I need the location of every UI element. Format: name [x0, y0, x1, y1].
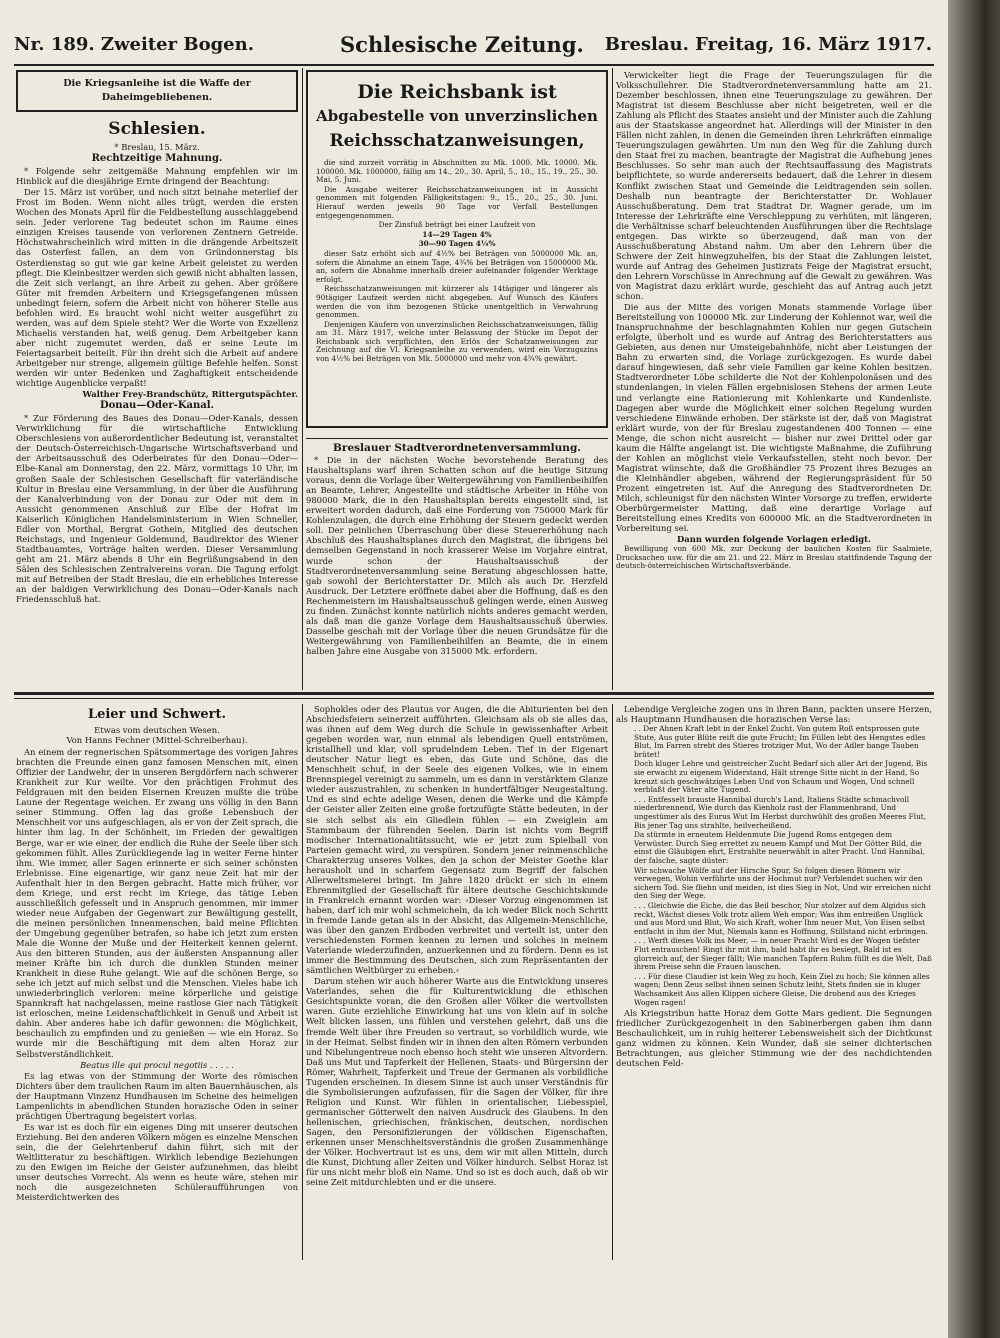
article-paragraph: Bewilligung von 600 Mk. zur Deckung der baulichen Kosten für Saalmiete, Drucksachen usw. für die am 21. und 22. März in Breslau stattfindende Tagung der deutsch-österreichischen Wirtschaftsverbände. [616, 544, 932, 571]
newspaper-title: Schlesische Zeitung. [340, 32, 584, 57]
article-paragraph: * Folgende sehr zeitgemäße Mahnung empfehlen wir im Hinblick auf die diesjährige Ernte dringend der Beachtung: [16, 166, 298, 187]
ad-paragraph: dieser Satz erhöht sich auf 4½% bei Beträgen von 5000000 Mk. an, sofern die Abnahme an einem Tage, 4¾% bei Beträgen von 15000000 Mk. an, sofern die Abnahme innerhalb dreier aufeinander folgender Werktage erfolgt. [316, 248, 598, 284]
middle-column [306, 70, 608, 688]
war-loan-banner: Die Kriegsanleihe ist die Waffe der Daheimgebliebenen. [16, 70, 298, 112]
dateline: * Breslau, 15. März. [114, 142, 200, 152]
left-column [16, 70, 298, 688]
feuilleton-subtitle: Etwas vom deutschen Wesen. [94, 725, 220, 735]
article-paragraph: Die aus der Mitte des vorigen Monats stammende Vorlage über Bereitstellung von 100000 Mk. zur Linderung der Kohlennot war, weil die Inanspruchnahme der beschlagnahmten Kohlen nur gegen Gutschein erfolgte, überholt und es wurde auf Antrag des Berichterstatters aus Gebieten, aus denen nur Umsteigebahnhöfe, nicht aber Leistungen der Bahn zu erwarten sind, die Vorlage zurückgezogen. Es wurde dabei darauf hingewiesen, daß sehr viele Familien gar keine Kohlen besitzen. Stadtverordneter Löbe schilderte die Not der Kohlenpolonäsen und des stundenlangen, in vielen Fällen ergebnislosen Stehens der armen Leute und verlangte eine Rationierung mit Kohlenkarte und Kundenliste. Dagegen aber wurde die Möglichkeit einer solchen Regelung wurden verschiedene Einwände erhoben. Der stärkste ist der, daß von Magistrat erklärt wurde, von der für Breslau zugestandenen 400 Tonnen — eine Menge, die schon nicht ausreicht — bisher nur zwei Drittel oder gar kaum die Hälfte angelangt ist. Die wichtigste Maßnahme, die Zuführung der Kohlen an möglichst viele Verkaufsstellen, steht noch bevor. Der Magistrat wünschte, daß die Großhändler 75 Prozent ihres Bezuges an die Kleinhändler abgeben, während der Regierungspräsident für 50 Prozent eingetreten ist. Auf die Anregung des Stadtverordneten Dr. Milch, schleunigst für den nächsten Winter Vorsorge zu treffen, erwiderte Oberbürgermeister Matting, daß eine derartige Vorlage auf Bereitstellung eines Kredits von 600000 Mk. an die Stadtverordneten in Vorbereitung sei. [616, 302, 932, 534]
poem-stanza: Doch kluger Lehre und geistreicher Zucht Bedarf sich aller Art der Jugend, Bis sie erwacht zu eigenem Widerstand, Hält strenge Sitte nicht in der Hand, So kreuzt sich geschwätziges Leben Und von Schaum und Wogen, Und schnell verblaßt der Väter alte Tugend. [634, 759, 928, 795]
column-divider [612, 704, 613, 1260]
column-divider [302, 68, 303, 690]
poem-stanza: . . . Gleichwie die Eiche, die das Beil beschor, Nur stolzer auf dem Algidus sich reckt, Wächst dieses Volk trotz allem Weh empor; Was ihm entreißen Unglück und aus Mord und Blut, Wo sich Kraft, woher Ihm neuer Mut, Von Eisen selbst entfacht in ihm der Mut, Niemals kann es Hoffnung, Stillstand nicht erbringen. [634, 900, 928, 936]
masthead-rule [14, 64, 934, 66]
article-signature: Walther Frey-Brandschütz, Rittergutspächter. [82, 389, 298, 400]
feuilleton-rule [14, 692, 934, 695]
article-headline: Breslauer Stadtverordnetenversammlung. [306, 438, 608, 453]
poem-stanza: Da stürmte in erneutem Heldenmute Die Jugend Roms entgegen dem Verwüster. Durch Sieg errettet zu neuem Kampf und Mut Der Götter Bild, die einst die Gläubigen ehrt, Erstrahlte neuerwählt in alter Pracht. Und Hannibal, der falsche, sagte düster: [634, 830, 925, 865]
feuilleton-title: Leier und Schwert. [87, 707, 227, 722]
ad-rate: 14—29 Tagen 4% [422, 229, 492, 239]
article-paragraph: Verwickelter liegt die Frage der Teuerungszulagen für die Volksschullehrer. Die Stadtverordnetenversammlung hatte am 21. Dezember beschlossen, ihnen eine Teuerungszulage zu gewähren. Der Magistrat ist diesem Beschlusse aber nicht beigetreten, weil er die Zahlung als Pflicht des Staates ansieht und der Minister auch die Zahlung aus der Staatskasse angeordnet hat. Allerdings will der Minister in den Fällen nicht zahlen, in denen die Gemeinden ihren Lehrkräften einmalige Teuerungszulagen gewährten. Um nun den Weg für die Zahlung durch den Staat frei zu machen, beantragte der Magistrat die Aufhebung jenes Beschlusses. So sehr man auch der Rechtsauffassung des Magistrats beipflichtete, so wurde andererseits bedauert, daß die Lehrer in diesem Konflikt zwischen Staat und Gemeinde die Leidtragenden sein sollen. Deshalb nun beantragte der Berichterstatter Dr. Wohlauer Ausschußberatung. Dem trat Stadtrat Dr. Wagner gerade, um im Interesse der Lehrkräfte eine Verschleppung zu verhüten, mit längeren, die Verhältnisse scharf beleuchtenden Ausführungen über die Rechtslage entgegen. Das wirkte so überzeugend, daß man von der Ausschußberatung Abstand nahm. Um aber den Lehrern über die Schwere der Zeit hinwegzuhelfen, bis der Staat die Zahlungen leistet, wurde auf Antrag des Geheimen Justizrats Feige der Magistrat ersucht, den Lehrern Vorschüsse in Anrechnung auf die Gewalt zu gewähren. Was von Magistrat dazu erklärt wurde, geschieht das auf Antrag auch jetzt schon. [616, 70, 932, 302]
ad-paragraph: Der Zinsfuß beträgt bei einer Laufzeit von [378, 220, 536, 230]
ad-headline: Die Reichsbank ist [357, 81, 557, 103]
article-headline: Donau—Oder-Kanal. [99, 400, 215, 412]
poem-stanza: . . . Entfesselt brauste Hannibal durch's Land, Italiens Städte schmachvoll niederbrennend, Wie durch das Kienholz rast der Flammenbrand, Und ungestümer als des Eurus Wut Im Herbst durchwühlt des großen Meeres Flut, Bis jener Tag uns strahlte, heilverheißend. [634, 794, 927, 830]
feuilleton-column-1 [16, 704, 298, 1260]
feuilleton-paragraph: Es lag etwas von der Stimmung der Worte des römischen Dichters über dem traulichen Raum im alten Bauernhäuschen, als der Hauptmann Vinzenz Hundhausen im Scheine des heimeligen Lampenlichts in abendlichen Stunden horazische Oden in seiner prächtigen Übertragung begeistert vorlas. [16, 1070, 298, 1121]
feuilleton-paragraph: An einem der regnerischen Spätsommertage des vorigen Jahres brachten die Freunde einen ganz famosen Menschen mit, einen Offizier der Landwehr, der in unseren Bergdörfern nach schwerer Krankheit zur Kur weilte. Vor den prächtigen Frohmut des Feldgrauen mit den beiden Eisernen Kreuzen mußte die trübe Laune der Regentage weichen. Er zwang uns völlig in den Bann seiner Stimmung. Offen lag das große Lebensbuch der Menschheit vor uns aufgeschlagen, als er von der Zeit sprach, die hinter ihm lag. In der Schönheit, im Frieden der gewaltigen Berge, war er wie einer, der endlich die Ruhe der Seele über sich gekommen fühlt. Alles Zurückliegende lag in weiter Ferne hinter ihm. Wie immer, aller Sagen erinnerte er sich seiner schönsten Erlebnisse. Eine eigenartige, wir ganz neue Zeit hat mir der Aufenthalt hier in den Bergen gebracht. Hatte mich früher, vor dem Kriege, und erst recht im Kriege, das tätige Leben ausschließlich gefesselt und in Anspruch genommen, mir immer wieder neue Aufgaben der Gegenwart zur Bewältigung gestellt, die meinen persönlichen Innenmenschen, bald meine Pflichten der Umgebung gegenüber betrafen, so habe ich jetzt zum ersten Male die Wonne der Muße und der Heiterkeit kennen gelernt. Aus den bitteren Stunden, aus der äußersten Anspannung aller meiner Kräfte bin ich durch die dunklen Stunden meiner Krankheit in diese Ruhe gelangt. Wie auf die schönen Berge, so sehe ich jetzt auf mich selbst und die Menschen. Vieles habe ich unwiederbringlich verloren: meine körperliche und geistige Spannkraft hat nachgelassen, meine rastlose Gier nach Tätigkeit ist erloschen, meine Leidenschaftlichkeit in Genuß und Arbeit ist dahin. Aber anderes habe ich dafür gewonnen: die Möglichkeit, beschaulich zu empfinden und zu genießen — wie ein Horaz. So wurde mir die Beschäftigung mit dem alten Horaz zur Selbstverständlichkeit. [16, 747, 298, 1059]
latin-quote: Beatus ille qui procul negotiis . . . . . [80, 1059, 234, 1070]
column-divider [612, 68, 613, 690]
horace-poem [616, 725, 932, 1007]
issue-number: Nr. 189. Zweiter Bogen. [14, 34, 254, 55]
place-date: Breslau. Freitag, 16. März 1917. [604, 34, 932, 55]
masthead [14, 34, 932, 62]
article-headline: Rechtzeitige Mahnung. [91, 153, 223, 165]
poem-stanza: . . Der Ahnen Kraft lebt in der Enkel Zucht. Von gutem Roß entsprossen gute Stute, Aus guter Blüte reift die gute Frucht; Im Füllen lebt des Hengstes edles Blut, Im Farren strebt des Stieres trotziger Mut, Wo der Adler bange Tauben brütet! [634, 724, 926, 759]
ad-paragraph: die sind zurzeit vorrätig in Abschnitten zu Mk. 1000. Mk. 10000. Mk. 100000. Mk. 1000000, fällig am 14., 20., 30. April, 5., 10., 15., 19., 25., 30. Mai, 5. Juni. [316, 158, 598, 185]
feuilleton-paragraph: Lebendige Vergleiche zogen uns in ihren Bann, packten unsere Herzen, als Hauptmann Hundhausen die horazischen Verse las: [616, 704, 932, 725]
book-binding-edge [948, 0, 1000, 1338]
feuilleton-column-3 [616, 704, 932, 1260]
article-paragraph: Der 15. März ist vorüber, und noch sitzt beinahe meterlief der Frost im Boden. Wenn nicht alles trügt, werden die ersten Wochen des Monats April für die Feldbestellung ausschlaggebend sein. Jeder verlorene Tag bedeutet schon im Raume eines einzigen Kreises tausende von verlorenen Zentnern Getreide. Höchstwahrscheinlich wird mitten in die drängende Arbeitszeit das Osterfest fallen, an dem von Gründonnerstag bis Osterdienstag so gut wie gar keine Arbeit geleistet zu werden pflegt. Die Kleinbesitzer werden sich gewiß nicht abhalten lassen, die Zeit sich verlangt, an ihre Arbeit zu gehen. Aber größere Güter mit fremden Arbeitern und Kriegsgefangenen müssen unbedingt feiern, sofern die Arbeit nicht von höherer Stelle aus befohlen wird. Es braucht wohl nicht weiter ausgeführt zu werden, was auf dem Spiele steht? Wer die Worte von Exzellenz Michaelis verstanden hat, weiß genug. Dem Arbeitgeber kann aber nicht zugemutet werden, daß er seine Leute im Feiertagsarbeit beiteilt. Für ihn dreht sich die Arbeit auf andere Arbeitgeber nur strenge, allgemein gültige Befehle helfen. Sonst werden wir unter Bedenken und Zaghaftigkeit entscheidende wichtige Augenblicke verpaßt! [16, 187, 298, 389]
ad-paragraph: Die Ausgabe weiterer Reichsschatzanweisungen ist in Aussicht genommen mit folgenden Fälligkeitstagen: 9., 15., 20., 25., 30. Juni. Hierauf werden jeweils 90 Tage vor Verfall Bestellungen entgegengenommen. [316, 184, 598, 220]
feuilleton-paragraph: Sophokles oder des Plautus vor Augen, die die Abiturienten bei den Abschiedsfeiern seinerzeit aufführten. Gleichsam als ob sie alles das, was ihnen auf dem Weg durch die Schule in gewissenhafter Arbeit gegeben worden war, nun einmal als lebendigen Quell entströmen, kristallhell und klar, voll sprudelndem Leben. Tief in der Eigenart deutscher Natur liegt es eben, das Gute und Schöne, das die Menschheit schuf, in der Seele des eigenen Volkes, wie in einem Brennspiegel vereinigt zu sammeln, um es dann in verstärktem Glanze wieder auszustrahlen, zu schenken in hundertfältiger Neugestaltung. Und es sind echte adelige Wesen, denen die Werke und die Kämpfe der Geister aller Zeiten eine große fortzufügte Stätte bedeuten, in der sie sich selbst als ein Gliedlein fühlen — ein Zweiglein am Stammbaum der führenden Seelen. Darin ist nichts vom Begriff modischer Internationalitätssucht, wie er jetzt zum Spielball von Parteien gemacht wird, zu verspüren. Sondern jener reinmenschliche Charakterzug unseres Volkes, den ja schon der Meister Goethe klar herausholt und in scharfem Gegensatz zum Begriff der falschen Allerweltsmeierei bringt. Im Jahre 1820 drückt er sich in einem Ehrenmitglied der Gesellschaft für ältere deutsche Geschichtskunde in Frankreich ernannt worden war: ›Dieser Vorzug eingenommen ist haben, darf ich mir wohl schmeicheln, da ich weder Blick noch Schritt in fremde Lande getan als in der Absicht, das Allgemein-Menschliche, was über den ganzen Erdboden verbreitet und verteilt ist, unter den verschiedensten Formen kennen zu lernen und solches in meinem Vaterlande wiederzufinden, anzuerkennen und zu fördern. Denn es ist immer die Bestimmung des Deutschen, sich zum Repräsentanten der sämtlichen Weltbürger zu erheben.‹ [306, 704, 608, 976]
ad-headline: Reichsschatzanweisungen, [329, 131, 585, 151]
column-divider [302, 704, 303, 1260]
article-paragraph: * Zur Förderung des Baues des Donau—Oder-Kanals, dessen Verwirklichung für die wirtschaftliche Entwicklung Oberschlesiens von außerordentlicher Bedeutung ist, veranstaltet der Deutsch-Österreichisch-Ungarische Wirtschaftsverband und der Arbeitsausschuß des Oderbeirates für den Donau—Oder—Elbe-Kanal am Donnerstag, den 22. März, vormittags 10 Uhr, im großen Saale der Schlesischen Gesellschaft für vaterländische Kultur in Breslau eine Versammlung, in der über die Ausführung der Kanalverbindung von der Donau zur Oder mit dem in Aussicht genommenen Anschluß zur Elbe der Hofrat im Kaiserlich Königlichen Handelsministerium in Wien Schneller, Edler von Morthal, Bergrat Gothein, Mitglied des deutschen Reichstags, und Ingenieur Goldemund, Baudirektor des Wiener Stadtbauamtes, Vorträge halten werden. Dieser Versammlung geht am 21. März abends 8 Uhr ein Begrüßungsabend in den Sälen des Schlesischen Zentralvereins voran. Die Tagung erfolgt mit auf Betreiben der Stadt Breslau, die ein erhebliches Interesse an der baldigen Verwirklichung des Donau—Oder-Kanals nach Friedensschluß hat. [16, 413, 298, 605]
reichsbank-advertisement [306, 70, 608, 428]
feuilleton-paragraph: Es war ist es doch für ein eigenes Ding mit unserer deutschen Erziehung. Bei den anderen Völkern mögen es einzelne Menschen sein, die der Gelehrtenberuf dahin führt, sich mit der Weltlitteratur zu beschäftigen. Wirklich lebendige Beziehungen zu den Ewigen im Reiche der Geister aufzunehmen, das bleibt unser deutsches Vorrecht. Als wenn es heute wäre, stehen mir noch die ausgezeichneten Schüleraufführungen von Meisterdichtwerken des [16, 1121, 298, 1203]
poem-stanza: Wir schwache Wölfe auf der Hirsche Spur, So folgen diesen Römern wir verwegen, Wohin verführte uns der Hochmut nur? Verblendet suchen wir den sichern Tod. Sie fliehn und meiden, ist dies Sieg in Not, Und wir erreichen nicht den Sieg der Wege. [634, 865, 932, 901]
poem-stanza: . . . Werft dieses Volk ins Meer, — in neuer Pracht Wird es der Wogen tiefster Flut entrauschen! Ringt ihr mit ihm, bald habt ihr es besiegt, Bald ist es glorreich auf, der Sieger fällt; Wie manchen Tapfern Ruhm füllt es die Welt, Daß ihrem Preise sehn die Frauen lauschen. [634, 936, 932, 972]
feuilleton-rule [14, 698, 934, 699]
feuilleton-paragraph: Als Kriegstribun hatte Horaz dem Gotte Mars gedient. Die Segnungen friedlicher Zurückgezogenheit in den Sabinerbergen gaben ihm dann Beschaulichkeit, um in ruhig heiterer Lebensweisheit sich der Dichtkunst ganz widmen zu können. Kein Wunder, daß sie seiner dichterischen Betrachtungen, aus gleicher Stimmung wie der des nachdichtenden deutschen Feld- [616, 1008, 932, 1069]
ad-paragraph: Denjenigen Käufern von unverzinslichen Reichsschatzanweisungen, fällig am 31. März 1917, welche unter Belassung der Stücke im Depot der Reichsbank sich verpflichten, den Erlös der Schatzanweisungen zur Zeichnung auf die VI. Kriegsanleihe zu verwenden, wird ein Vorzugszins von 4½% bei Beträgen von Mk. 5000000 und mehr von 4¾% gewährt. [316, 319, 598, 364]
ad-paragraph: Reichsschatzanweisungen mit kürzerer als 14tägiger und längerer als 90tägiger Laufzeit werden nicht abgegeben. Auf Wunsch des Käufers werden die von ihm bezogenen Stücke unentgeltlich in Verwahrung genommen. [316, 284, 598, 320]
feuilleton-column-2 [306, 704, 608, 1260]
poem-stanza: . . . Für diese Claudier ist kein Weg zu hoch, Kein Ziel zu hoch; Sie können alles wagen; Denn Zeus selbst ihnen seinen Schutz leiht, Stets finden sie in kluger Wachsamkeit Aus allen Klippen sichere Gleise, Die drohend aus des Krieges Wogen ragen! [634, 971, 930, 1007]
ad-headline: Abgabestelle von unverzinslichen [316, 107, 598, 125]
article-paragraph: * Die in der nächsten Woche bevorstehende Beratung des Haushaltsplans warf ihren Schatten schon auf die heutige Sitzung voraus, denn die Vorlage über Weitergewährung von Familienbeihilfen an Beamte, Lehrer, Angestellte und städtische Arbeiter in Höhe von 980000 Mark, die in den Haushaltsplan bereits eingestellt sind, ist erweitert worden dadurch, daß eine Forderung von 750000 Mark für Kohlenzulagen, die durch eine Erhöhung der Steuern gedeckt werden soll. Der peinlichen Überraschung über diese Steuererhöhung nach Abschluß des Haushaltsplanes durch den Magistrat, die übrigens bei demselben Gegenstand in noch krasserer Weise im Vorjahre eintrat, wurde schon der Haushaltsausschuß der Stadtverordnetenversammlung seine Beratung abgeschlossen hatte, gab sowohl der Berichterstatter Dr. Milch als auch Dr. Herzfeld Ausdruck. Der Letztere eröffnete dabei aber die Hoffnung, daß es den Rechenmeistern im Haushaltsausschuß gelingen werde, einen Ausweg zu finden. Zunächst konnte natürlich nichts anderes gemacht werden, als daß man die ganze Vorlage dem Haushaltsausschuß überwies. Dasselbe geschah mit der Vorlage über die neuen Grundsätze für die Weitergewährung von Familienbeihilfen an Beamte, die in einem halben Jahre eine Ausgabe von 315000 Mk. erfordern. [306, 455, 608, 656]
right-column [616, 70, 932, 688]
section-title: Schlesien. [108, 119, 206, 139]
feuilleton-paragraph: Darum stehen wir auch höherer Warte aus die Entwicklung unseres Vaterlandes, sehen die für Kulturentwicklung die ethischen Gesichtspunkte voran, die den Großen aller Völker die wertvollsten waren. Gute erziehliche Einwirkung hat uns von klein auf in solche Welt blicken lassen, uns fühlen und verstehen gelehrt, daß uns die fremde Welt über ihre Freuden so vertraut, so vorbildlich wurde, wie in der Heimat. Selbst finden wir in ihnen den alten Römern verbunden und Nibelungentreue noch ebenso hoch steht wie unseren Altvordern. Daß uns Mut und Tapferkeit der Hellenen, Staats- und Bürgersinn der Römer, Wahrheit, Tapferkeit und Treue der Germanen als vorbildliche Tugenden erscheinen. In diesem Sinne ist auch unser Verständnis für die Symbolisierungen aufzufassen, für die Sagen der Völker, für ihre Religion und Kunst. Wir fühlen in orientalischer, Liebesspiel, germanischer Götterwelt den naiven Ausdruck des Glaubens. In den hellenischen, griechischen, fränkischen, deutschen, nordischen Sagen, den Personifizierungen der völkischen Eigenschaften, erkennen unser Menschheitsverständnis die großen Zusammenhänge der Völker. Hochvertraut ist es uns, dem wir mit allen Mitteln, durch die Kunst, Dichtung aller Zeiten und Völker hindurch. Selbst Horaz ist für uns nicht mehr bloß ein Name. Und so ist es doch auch, daß ob wir seine Zeit mitdurchlebten und er die unsere. [306, 976, 608, 1188]
ad-rate: 30—90 Tagen 4¼% [418, 239, 496, 249]
feuilleton-author: Von Hanns Fechner (Mittel-Schreiberhau). [66, 735, 248, 746]
article-paragraph: Dann wurden folgende Vorlagen erledigt. [677, 534, 871, 545]
